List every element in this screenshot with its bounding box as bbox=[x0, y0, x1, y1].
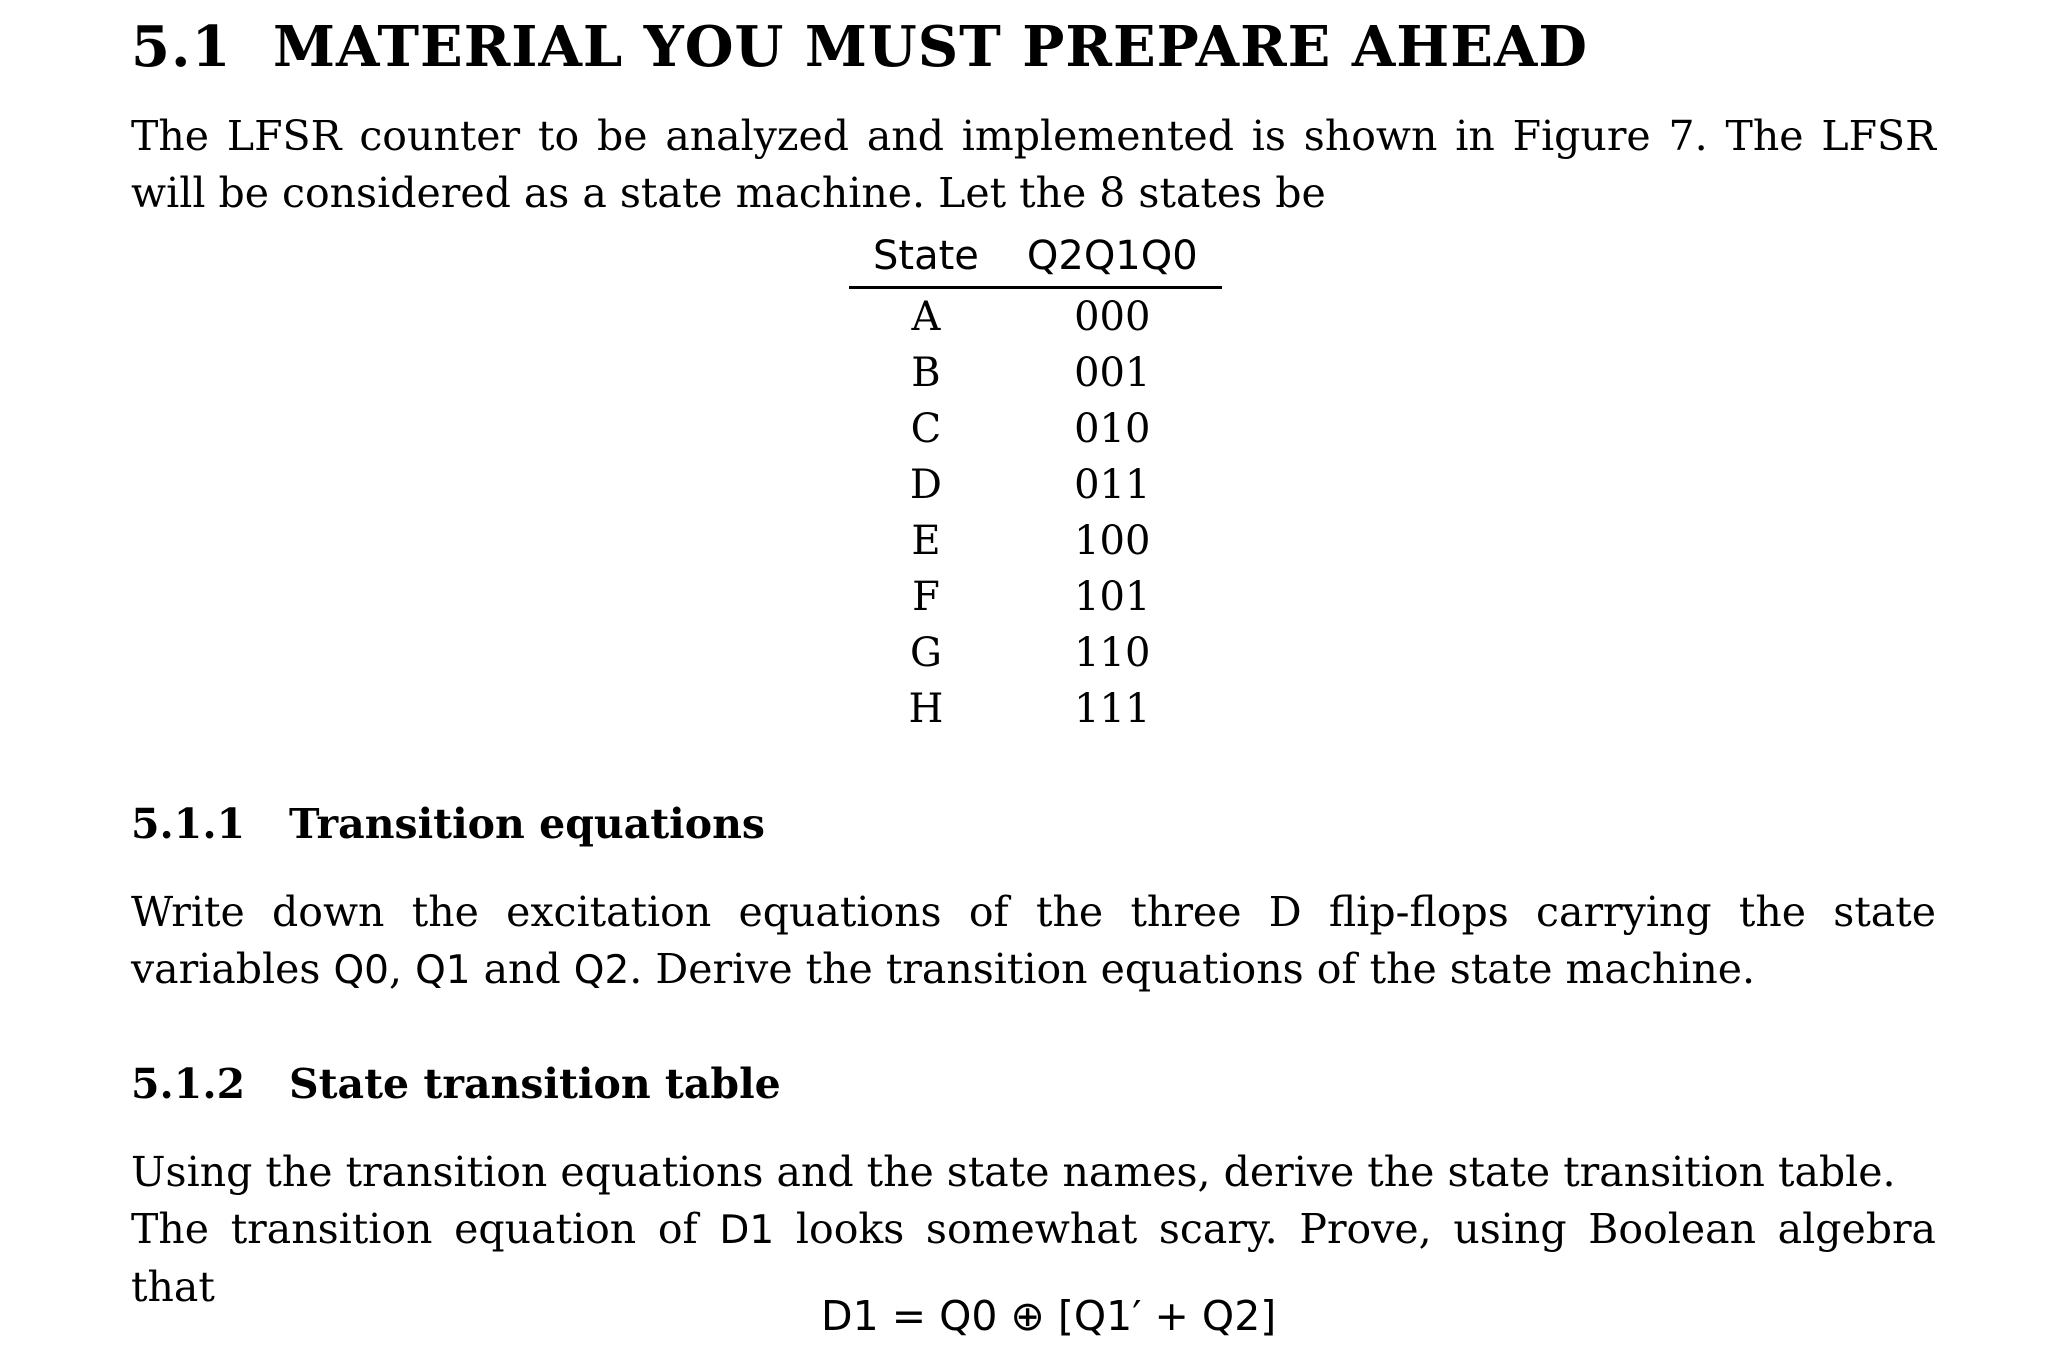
d1-equation: D1 = Q0 ⊕ [Q1′ + Q2] bbox=[821, 1292, 1277, 1340]
state-table bbox=[849, 232, 1222, 737]
paragraph-text: , bbox=[388, 945, 416, 993]
code-cell: 000 bbox=[1074, 294, 1151, 340]
code-header: Q2Q1Q0 bbox=[1003, 232, 1222, 288]
code-cell: 010 bbox=[1074, 406, 1151, 452]
subsection-heading-transition-equations bbox=[131, 800, 765, 848]
state-header: State bbox=[849, 232, 1003, 288]
paragraph-text: and bbox=[470, 945, 574, 993]
state-cell: F bbox=[912, 574, 940, 620]
state-cell: G bbox=[909, 630, 942, 676]
table-row bbox=[849, 625, 1222, 681]
state-cell: C bbox=[910, 406, 942, 452]
variable-q0: Q0 bbox=[333, 948, 389, 993]
table-row bbox=[849, 681, 1222, 737]
code-cell: 100 bbox=[1074, 518, 1151, 564]
transition-equations-paragraph bbox=[131, 884, 1936, 999]
state-cell: B bbox=[911, 350, 941, 396]
state-cell: E bbox=[911, 518, 941, 564]
paragraph-text: Write down the excitation equations of the three D flip-flops carrying the state variables bbox=[131, 888, 1936, 993]
paragraph-text: looks somewhat scary. Prove, using Boolean algebra that bbox=[131, 1205, 1936, 1311]
table-row bbox=[849, 513, 1222, 569]
state-table-header-row bbox=[849, 232, 1222, 288]
variable-q2: Q2 bbox=[573, 948, 630, 993]
intro-paragraph: The LFSR counter to be analyzed and implemented is shown in Figure 7. The LFSR will be considered as a state machine. Let the 8 states be bbox=[131, 112, 1936, 217]
table-row bbox=[849, 288, 1222, 346]
subsection-number: 5.1.1 bbox=[131, 800, 246, 848]
table-row bbox=[849, 457, 1222, 513]
table-row bbox=[849, 569, 1222, 625]
code-cell: 101 bbox=[1074, 574, 1151, 620]
code-cell: 001 bbox=[1074, 350, 1151, 396]
code-cell: 011 bbox=[1074, 462, 1151, 508]
subsection-heading-state-transition-table bbox=[131, 1060, 781, 1108]
paragraph-text: The transition equation of bbox=[131, 1205, 720, 1253]
section-number: 5.1 bbox=[131, 14, 232, 80]
table-row bbox=[849, 401, 1222, 457]
subsection-title: State transition table bbox=[289, 1060, 781, 1108]
table-row bbox=[849, 345, 1222, 401]
state-cell: A bbox=[911, 294, 941, 340]
section-heading bbox=[131, 14, 1588, 80]
variable-d1: D1 bbox=[719, 1208, 775, 1253]
code-cell: 111 bbox=[1074, 686, 1151, 732]
section-title: MATERIAL YOU MUST PREPARE AHEAD bbox=[273, 14, 1588, 80]
subsection-number: 5.1.2 bbox=[131, 1060, 246, 1108]
variable-q1: Q1 bbox=[415, 948, 471, 993]
state-cell: H bbox=[908, 686, 944, 732]
state-transition-paragraph: Using the transition equations and the state names, derive the state transition table. bbox=[131, 1148, 1896, 1196]
subsection-title: Transition equations bbox=[289, 800, 765, 848]
code-cell: 110 bbox=[1074, 630, 1151, 676]
state-cell: D bbox=[909, 462, 942, 508]
paragraph-text: . Derive the transition equations of the state machine. bbox=[629, 945, 1756, 993]
